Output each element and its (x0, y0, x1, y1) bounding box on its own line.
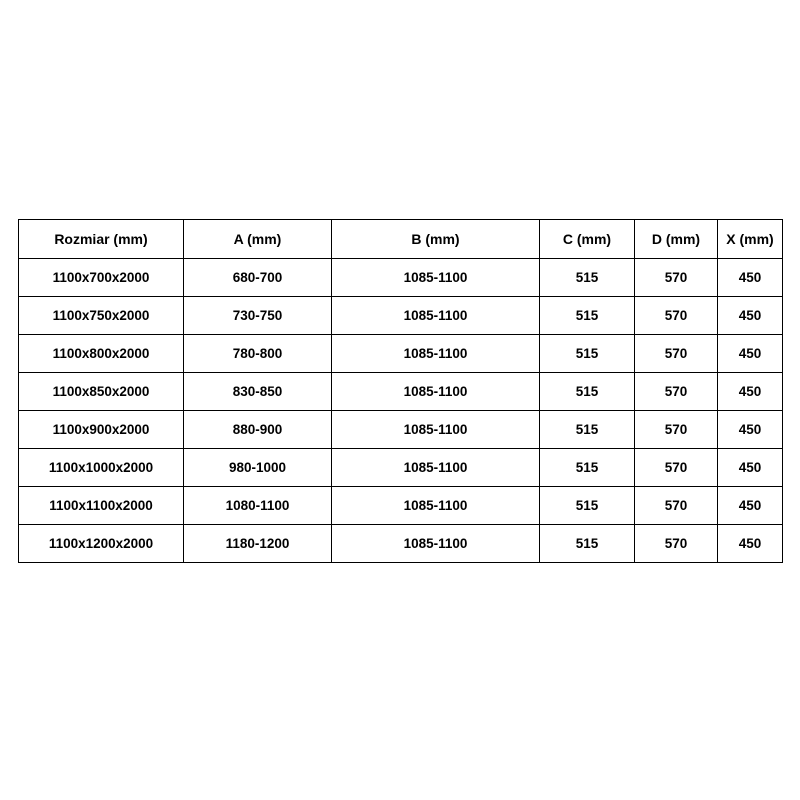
cell-x: 450 (718, 487, 783, 525)
cell-d: 570 (635, 525, 718, 563)
cell-rozmiar: 1100x850x2000 (19, 373, 184, 411)
cell-d: 570 (635, 335, 718, 373)
table-row (19, 373, 783, 411)
cell-d: 570 (635, 411, 718, 449)
table-row (19, 259, 783, 297)
cell-b: 1085-1100 (332, 411, 540, 449)
cell-c: 515 (540, 487, 635, 525)
cell-b: 1085-1100 (332, 449, 540, 487)
cell-rozmiar: 1100x1000x2000 (19, 449, 184, 487)
table-header (19, 220, 783, 259)
cell-x: 450 (718, 449, 783, 487)
column-header-d: D (mm) (635, 220, 718, 259)
cell-d: 570 (635, 259, 718, 297)
table-header-row (19, 220, 783, 259)
cell-rozmiar: 1100x1200x2000 (19, 525, 184, 563)
cell-c: 515 (540, 297, 635, 335)
cell-b: 1085-1100 (332, 525, 540, 563)
cell-c: 515 (540, 449, 635, 487)
cell-x: 450 (718, 297, 783, 335)
cell-rozmiar: 1100x900x2000 (19, 411, 184, 449)
cell-a: 1080-1100 (184, 487, 332, 525)
cell-b: 1085-1100 (332, 259, 540, 297)
cell-a: 730-750 (184, 297, 332, 335)
cell-rozmiar: 1100x1100x2000 (19, 487, 184, 525)
cell-c: 515 (540, 411, 635, 449)
cell-x: 450 (718, 335, 783, 373)
cell-c: 515 (540, 373, 635, 411)
cell-b: 1085-1100 (332, 487, 540, 525)
cell-d: 570 (635, 297, 718, 335)
cell-b: 1085-1100 (332, 335, 540, 373)
cell-rozmiar: 1100x700x2000 (19, 259, 184, 297)
cell-a: 880-900 (184, 411, 332, 449)
column-header-x: X (mm) (718, 220, 783, 259)
table-row (19, 487, 783, 525)
table-row (19, 449, 783, 487)
cell-x: 450 (718, 525, 783, 563)
cell-x: 450 (718, 373, 783, 411)
cell-x: 450 (718, 411, 783, 449)
column-header-c: C (mm) (540, 220, 635, 259)
column-header-a: A (mm) (184, 220, 332, 259)
table-body (19, 259, 783, 563)
cell-b: 1085-1100 (332, 373, 540, 411)
dimensions-table (18, 219, 783, 563)
cell-c: 515 (540, 259, 635, 297)
cell-a: 830-850 (184, 373, 332, 411)
table-row (19, 335, 783, 373)
table-row (19, 411, 783, 449)
column-header-b: B (mm) (332, 220, 540, 259)
cell-a: 980-1000 (184, 449, 332, 487)
column-header-rozmiar: Rozmiar (mm) (19, 220, 184, 259)
cell-a: 780-800 (184, 335, 332, 373)
cell-a: 1180-1200 (184, 525, 332, 563)
cell-c: 515 (540, 335, 635, 373)
cell-rozmiar: 1100x750x2000 (19, 297, 184, 335)
cell-rozmiar: 1100x800x2000 (19, 335, 184, 373)
table-row (19, 297, 783, 335)
cell-b: 1085-1100 (332, 297, 540, 335)
cell-d: 570 (635, 487, 718, 525)
table-row (19, 525, 783, 563)
cell-d: 570 (635, 373, 718, 411)
cell-a: 680-700 (184, 259, 332, 297)
cell-d: 570 (635, 449, 718, 487)
cell-c: 515 (540, 525, 635, 563)
spec-table-wrapper (18, 219, 782, 563)
cell-x: 450 (718, 259, 783, 297)
